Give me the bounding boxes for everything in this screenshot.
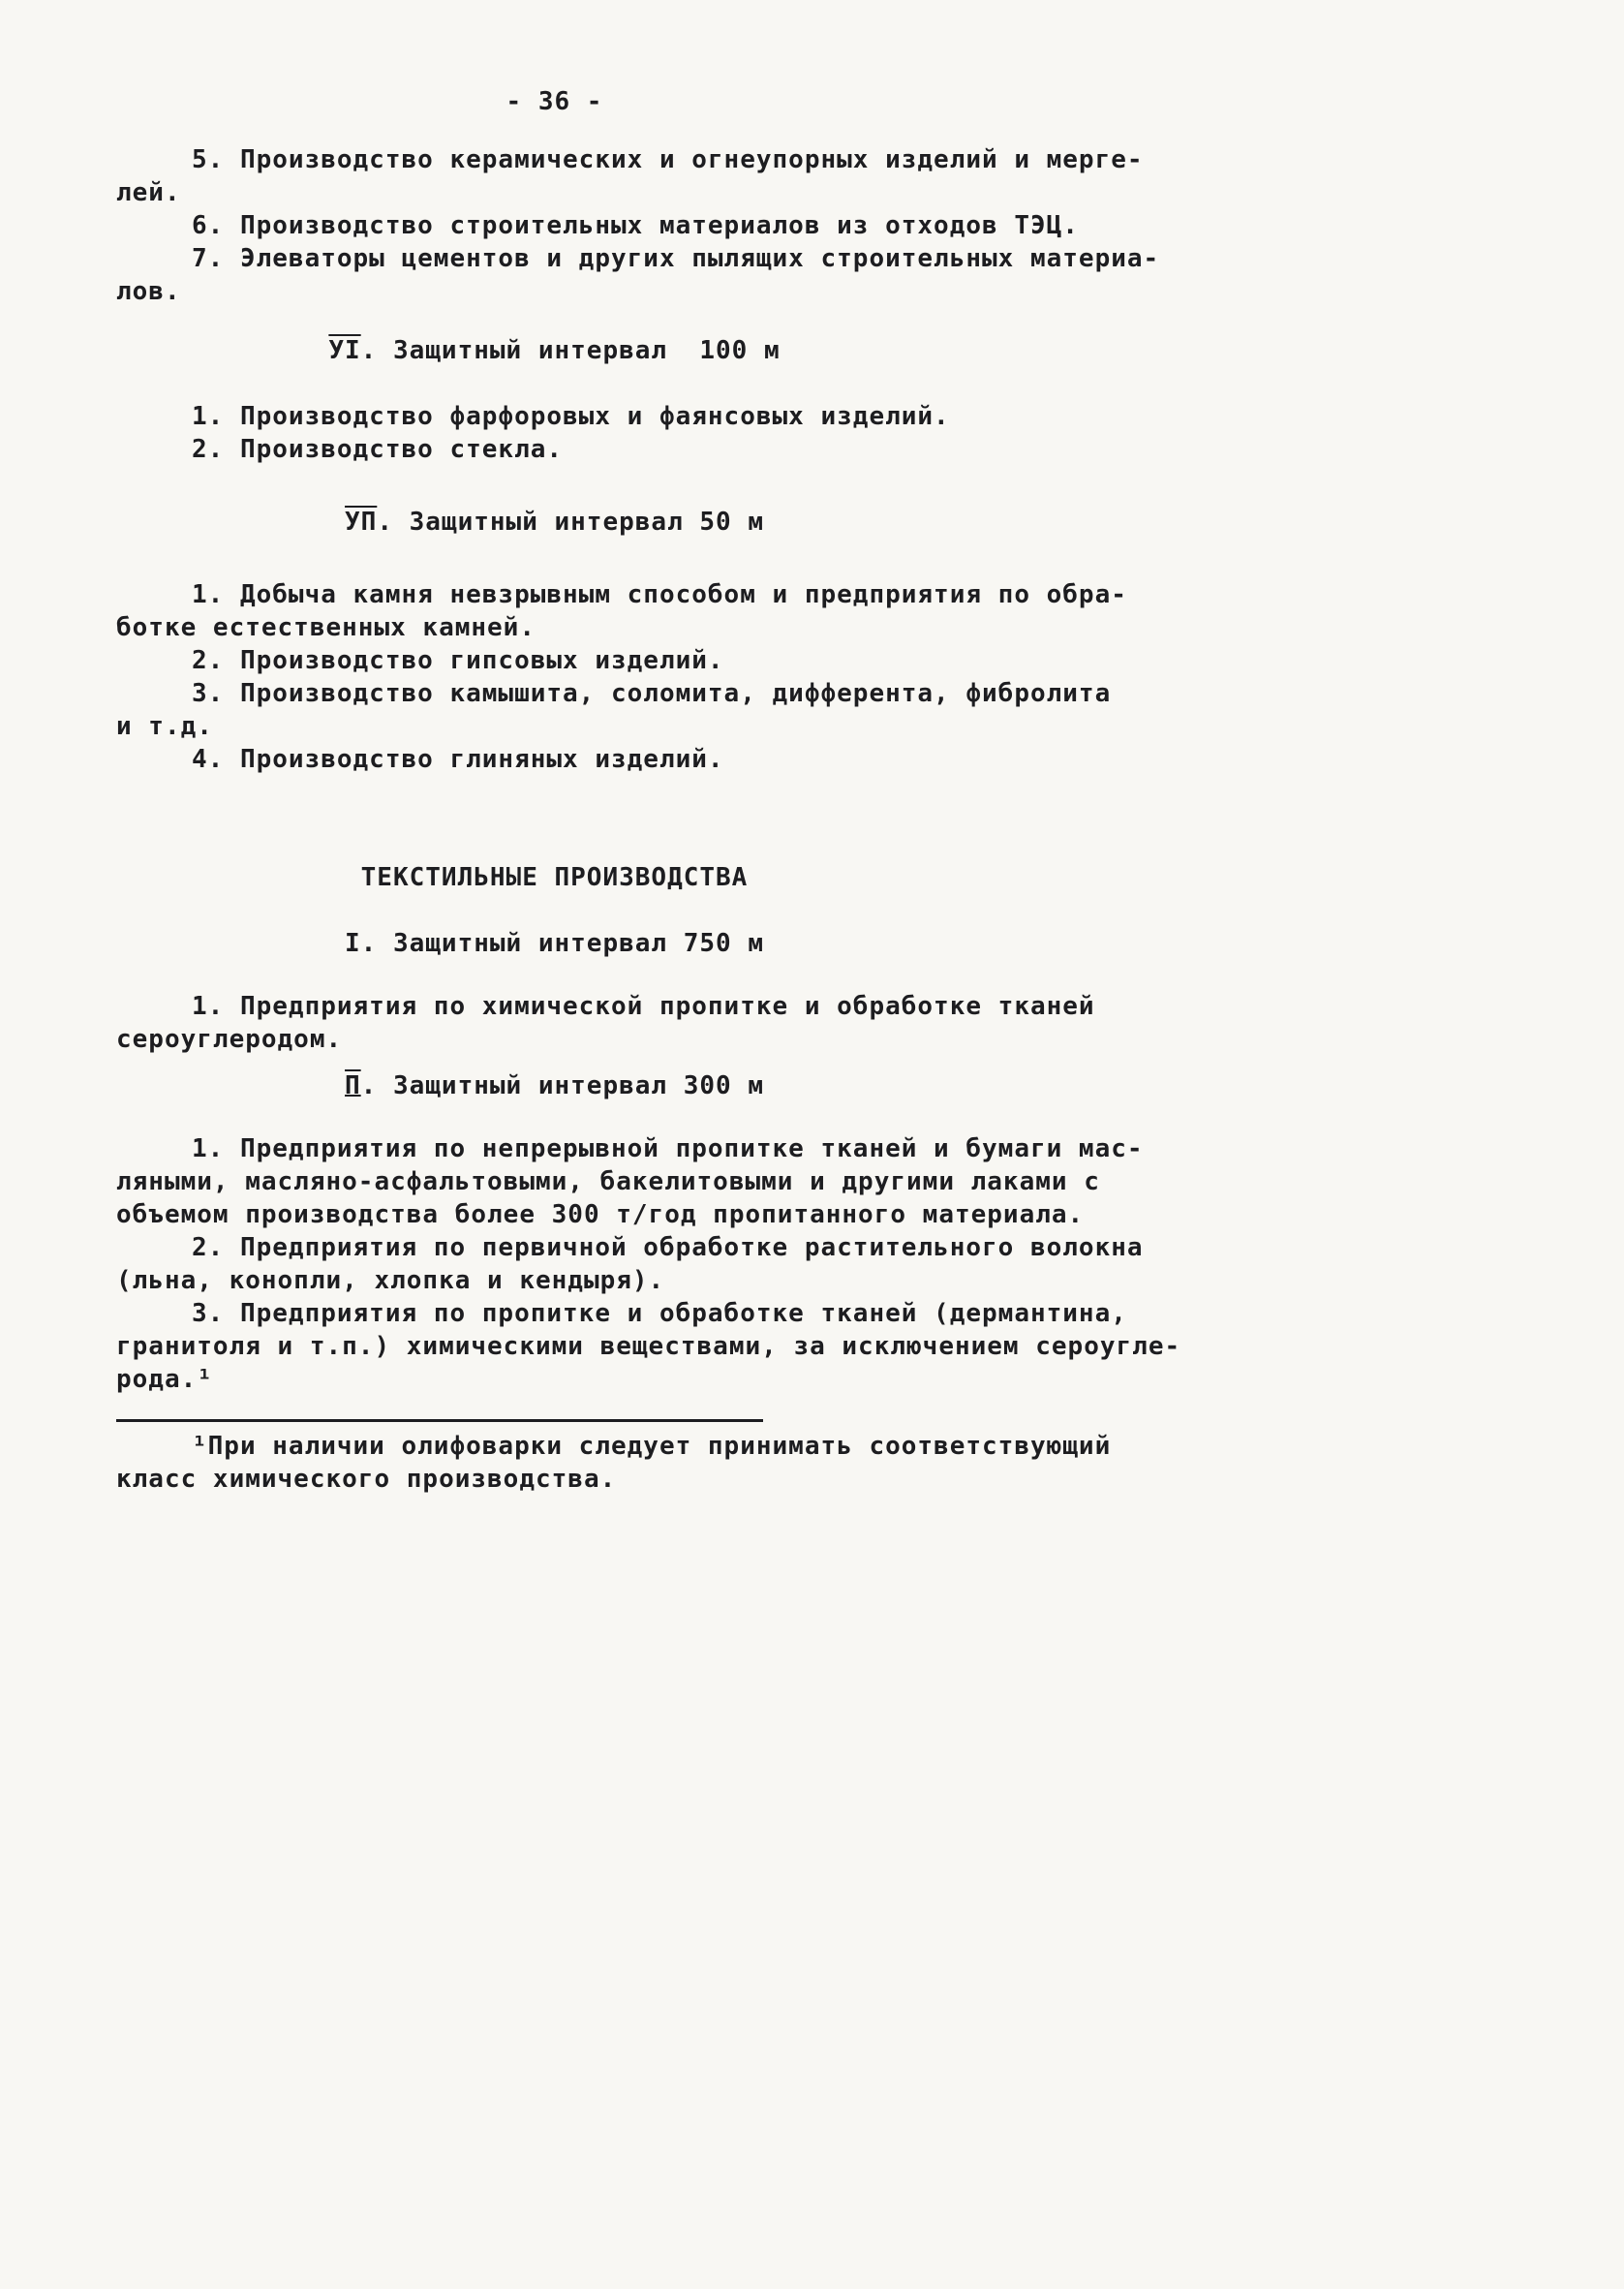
line-text: 3. Производство камышита, соломита, дифферента, фибролита [192, 679, 1112, 708]
text-line [116, 1198, 1624, 1231]
line-text: лов. [116, 277, 181, 306]
footnote-separator [116, 1419, 763, 1422]
text-line [116, 1297, 1624, 1330]
section-heading [116, 1069, 993, 1102]
line-text: ляными, масляно-асфальтовыми, бакелитовыми и другими лаками с [116, 1167, 1100, 1196]
text-line [116, 743, 1624, 776]
line-text: 1. Предприятия по непрерывной пропитке тканей и бумаги мас- [192, 1134, 1144, 1163]
line-text: 7. Элеваторы цементов и других пылящих строительных материа- [192, 244, 1160, 273]
text-line [116, 644, 1624, 677]
line-text: 4. Производство глиняных изделий. [192, 745, 724, 774]
heading-numeral: УI [328, 336, 361, 365]
line-text: ботке естественных камней. [116, 613, 536, 642]
line-text: 6. Производство строительных материалов из отходов ТЭЦ. [192, 211, 1079, 240]
text-line [116, 1363, 1624, 1396]
line-text: 2. Производство гипсовых изделий. [192, 646, 724, 675]
text-line [116, 1231, 1624, 1264]
line-text: лей. [116, 178, 181, 207]
text-line [116, 275, 1624, 308]
text-line [116, 1132, 1624, 1165]
line-text: 1. Добыча камня невзрывным способом и предприятия по обра- [192, 580, 1127, 609]
line-text: гранитоля и т.п.) химическими веществами, за исключением сероугле- [116, 1332, 1181, 1361]
text-line [116, 1264, 1624, 1297]
section-heading [116, 927, 993, 960]
line-text: . Защитный интервал 50 м [377, 508, 764, 537]
line-text: . Защитный интервал 300 м [360, 1071, 764, 1100]
heading-numeral: П [345, 1071, 361, 1100]
line-text: объемом производства более 300 т/год пропитанного материала. [116, 1200, 1085, 1229]
section-heading [116, 334, 993, 367]
heading-numeral: УП [345, 508, 378, 537]
section-heading [116, 861, 993, 894]
line-text: класс химического производства. [116, 1465, 617, 1494]
line-text: сероуглеродом. [116, 1025, 343, 1054]
line-text: 3. Предприятия по пропитке и обработке тканей (дермантина, [192, 1299, 1127, 1328]
text-line [116, 677, 1624, 710]
text-line [116, 1165, 1624, 1198]
line-text: . Защитный интервал 100 м [360, 336, 781, 365]
text-line [116, 611, 1624, 644]
text-line [116, 990, 1624, 1023]
line-text: ¹При наличии олифоварки следует принимать соответствующий [192, 1432, 1112, 1461]
text-line [116, 400, 1624, 433]
line-text: I. Защитный интервал 750 м [345, 929, 764, 958]
line-text: (льна, конопли, хлопка и кендыря). [116, 1266, 665, 1295]
document-body [116, 143, 1624, 1396]
text-line [116, 143, 1624, 176]
line-text: 2. Предприятия по первичной обработке растительного волокна [192, 1233, 1144, 1262]
line-text: 2. Производство стекла. [192, 435, 564, 464]
text-line [116, 176, 1624, 209]
page-number: - 36 - [506, 87, 603, 116]
text-line [116, 1023, 1624, 1056]
line-text: 1. Производство фарфоровых и фаянсовых изделий. [192, 402, 950, 431]
section-heading [116, 506, 993, 539]
line-text: ТЕКСТИЛЬНЫЕ ПРОИЗВОДСТВА [360, 863, 749, 892]
text-line [116, 1463, 1624, 1496]
text-line [116, 1430, 1624, 1463]
line-text: 5. Производство керамических и огнеупорных изделий и мерге- [192, 145, 1144, 174]
text-line [116, 578, 1624, 611]
line-text: рода.¹ [116, 1365, 213, 1394]
line-text: 1. Предприятия по химической пропитке и обработке тканей [192, 992, 1095, 1021]
line-text: и т.д. [116, 712, 213, 741]
footnote [116, 1430, 1624, 1496]
text-line [116, 242, 1624, 275]
text-line [116, 1330, 1624, 1363]
text-line [116, 433, 1624, 466]
text-line [116, 710, 1624, 743]
text-line [116, 209, 1624, 242]
